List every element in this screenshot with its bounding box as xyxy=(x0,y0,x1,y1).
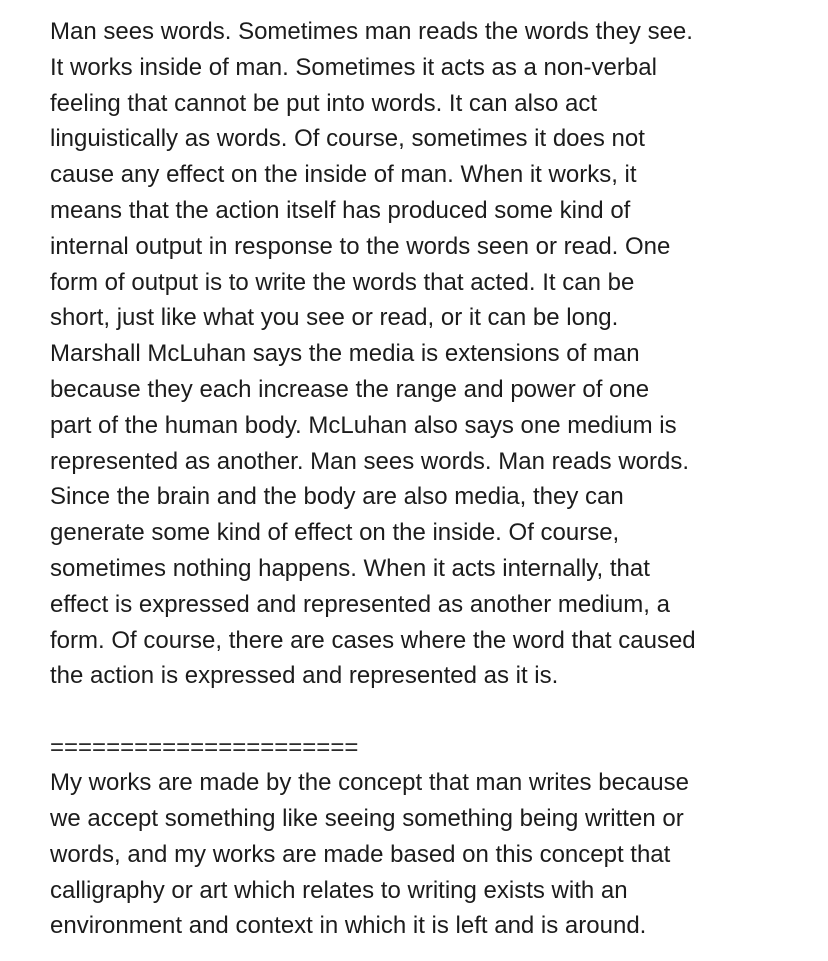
paragraph-line: words, and my works are made based on this concept that xyxy=(50,840,671,868)
paragraph-line: cause any effect on the inside of man. When it works, it xyxy=(50,161,637,189)
paragraph-line: short, just like what you see or read, or it can be long. xyxy=(50,304,619,332)
paragraph-line: effect is expressed and represented as another medium, a xyxy=(50,590,670,618)
paragraph-line: Marshall McLuhan says the media is extensions of man xyxy=(50,340,640,368)
paragraph-line: Man sees words. Sometimes man reads the words they see. xyxy=(50,18,693,45)
paragraph-line: feeling that cannot be put into words. It can also act xyxy=(50,89,598,117)
paragraph-1 xyxy=(50,14,820,694)
paragraph-line: Since the brain and the body are also media, they can xyxy=(50,483,624,511)
paragraph-line: generate some kind of effect on the inside. Of course, xyxy=(50,519,620,547)
paragraph-line: linguistically as words. Of course, sometimes it does not xyxy=(50,125,645,153)
paragraph-line: the action is expressed and represented as it is. xyxy=(50,662,559,690)
paragraph-line: It works inside of man. Sometimes it acts as a non-verbal xyxy=(50,53,657,81)
paragraph-line: internal output in response to the words seen or read. One xyxy=(50,232,671,260)
paragraph-2 xyxy=(50,765,820,944)
paragraph-line: environment and context in which it is left and is around. xyxy=(50,912,647,940)
paragraph-line: sometimes nothing happens. When it acts internally, that xyxy=(50,554,650,582)
paragraph-line: we accept something like seeing something being written or xyxy=(50,804,684,832)
paragraph-line: represented as another. Man sees words. Man reads words. xyxy=(50,447,689,475)
paragraph-line: because they each increase the range and power of one xyxy=(50,375,650,403)
paragraph-line: My works are made by the concept that man writes because xyxy=(50,769,689,797)
section-separator: ====================== xyxy=(50,734,359,762)
paragraph-line: means that the action itself has produced some kind of xyxy=(50,196,631,224)
paragraph-line: form. Of course, there are cases where the word that caused xyxy=(50,626,696,654)
paragraph-spacer xyxy=(50,694,820,730)
paragraph-line: form of output is to write the words that acted. It can be xyxy=(50,268,635,296)
document-body xyxy=(50,14,820,944)
paragraph-line: part of the human body. McLuhan also says one medium is xyxy=(50,411,677,439)
paragraph-line: calligraphy or art which relates to writing exists with an xyxy=(50,876,628,904)
